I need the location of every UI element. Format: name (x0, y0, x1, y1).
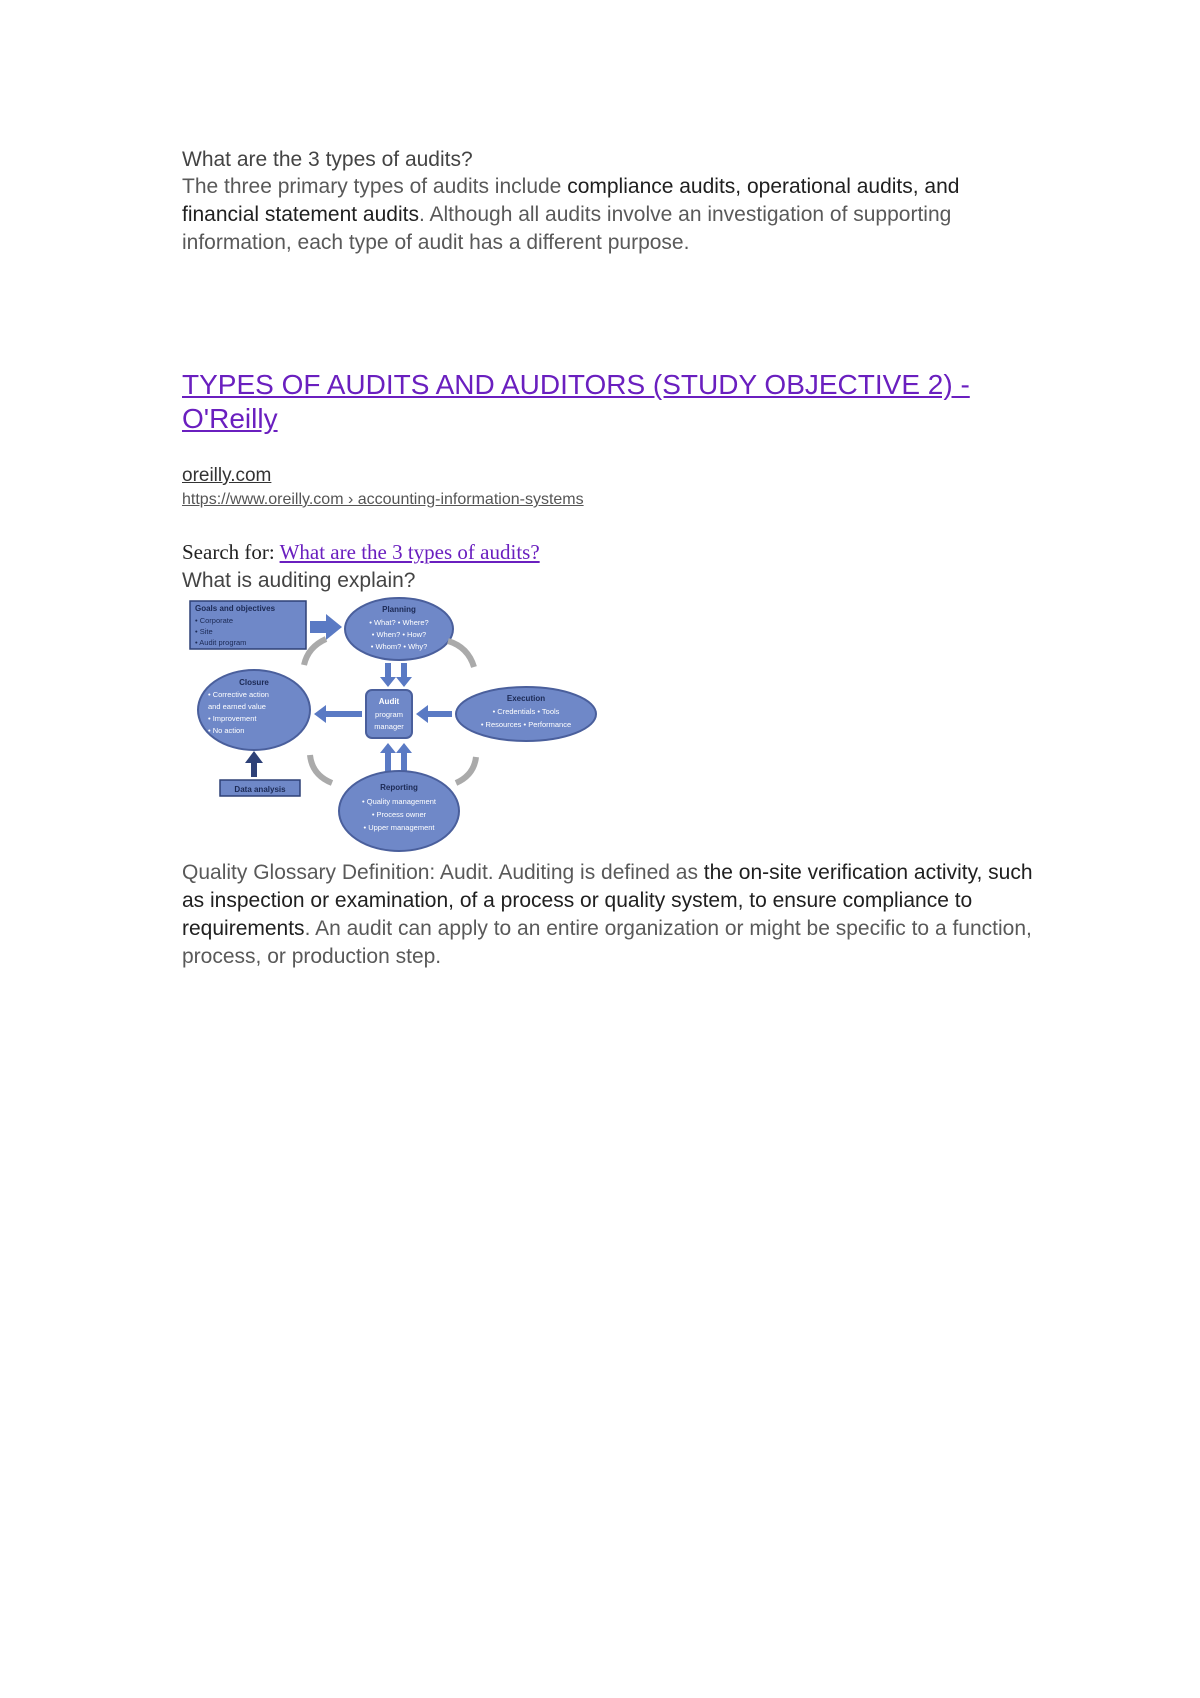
planning-title: Planning (382, 605, 416, 614)
closure-item-2: and earned value (208, 702, 266, 711)
cycle-arrow-bottom-right (456, 757, 476, 783)
arrow-execution-to-center (416, 705, 452, 723)
reporting-item-1: • Quality management (362, 797, 436, 806)
center-line-1: Audit (378, 697, 400, 706)
cycle-arrow-bottom-left (310, 755, 332, 783)
arrow-goals-to-planning (310, 614, 342, 640)
closure-item-1: • Corrective action (208, 690, 269, 699)
audit-cycle-diagram (186, 597, 616, 855)
arrow-planning-down-2 (396, 663, 412, 687)
search-link[interactable]: What are the 3 types of audits? (279, 540, 540, 564)
center-line-3: manager (374, 722, 404, 731)
definition-rest: . An audit can apply to an entire organization or might be specific to a function, process, or production step. (182, 917, 1032, 968)
planning-item-3: • Whom? • Why? (370, 642, 428, 651)
answer-paragraph (182, 173, 1042, 257)
reporting-title: Reporting (380, 783, 418, 792)
question-heading: What are the 3 types of audits? (182, 148, 473, 171)
answer-highlight: compliance audits, operational audits, and financial statement audits (182, 175, 960, 226)
closure-item-3: • Improvement (208, 714, 257, 723)
closure-title: Closure (239, 678, 269, 687)
goals-item-3: • Audit program (195, 638, 247, 647)
goals-item-2: • Site (195, 627, 213, 636)
arrow-planning-down-1 (380, 663, 396, 687)
definition-highlight: the on-site verification activity, such as inspection or examination, of a process or quality system, to ensure compliance to requirements (182, 861, 1033, 940)
execution-title: Execution (506, 694, 546, 703)
arrow-data-to-closure (245, 751, 263, 777)
result-title-link[interactable]: TYPES OF AUDITS AND AUDITORS (STUDY OBJECTIVE 2) - O'Reilly (182, 369, 970, 434)
goals-item-1: • Corporate (195, 616, 234, 625)
definition-intro: Quality Glossary Definition: Audit. Auditing is defined as (182, 861, 704, 884)
closure-item-4: • No action (208, 726, 245, 735)
execution-item-2: • Resources • Performance (480, 720, 572, 729)
data-analysis-label: Data analysis (234, 785, 286, 794)
reporting-item-3: • Upper management (363, 823, 435, 832)
search-prefix: Search for: (182, 540, 280, 564)
result-url[interactable]: https://www.oreilly.com › accounting-information-systems (182, 491, 584, 508)
cycle-arrow-top-left (304, 639, 326, 665)
question-heading-2: What is auditing explain? (182, 569, 416, 592)
center-line-2: program (375, 710, 403, 719)
definition-paragraph (182, 859, 1042, 971)
reporting-item-2: • Process owner (371, 810, 427, 819)
planning-item-2: • When? • How? (371, 630, 427, 639)
answer-intro: The three primary types of audits include (182, 175, 568, 198)
search-for-line (182, 540, 540, 565)
cycle-arrow-top-right (448, 641, 474, 667)
goals-title: Goals and objectives (195, 604, 276, 613)
planning-item-1: • What? • Where? (369, 618, 429, 627)
answer-rest: . Although all audits involve an investigation of supporting information, each type of audit has a different purpose. (182, 203, 952, 254)
result-site[interactable]: oreilly.com (182, 465, 272, 486)
arrow-center-to-closure (314, 705, 362, 723)
execution-item-1: • Credentials • Tools (492, 707, 560, 716)
